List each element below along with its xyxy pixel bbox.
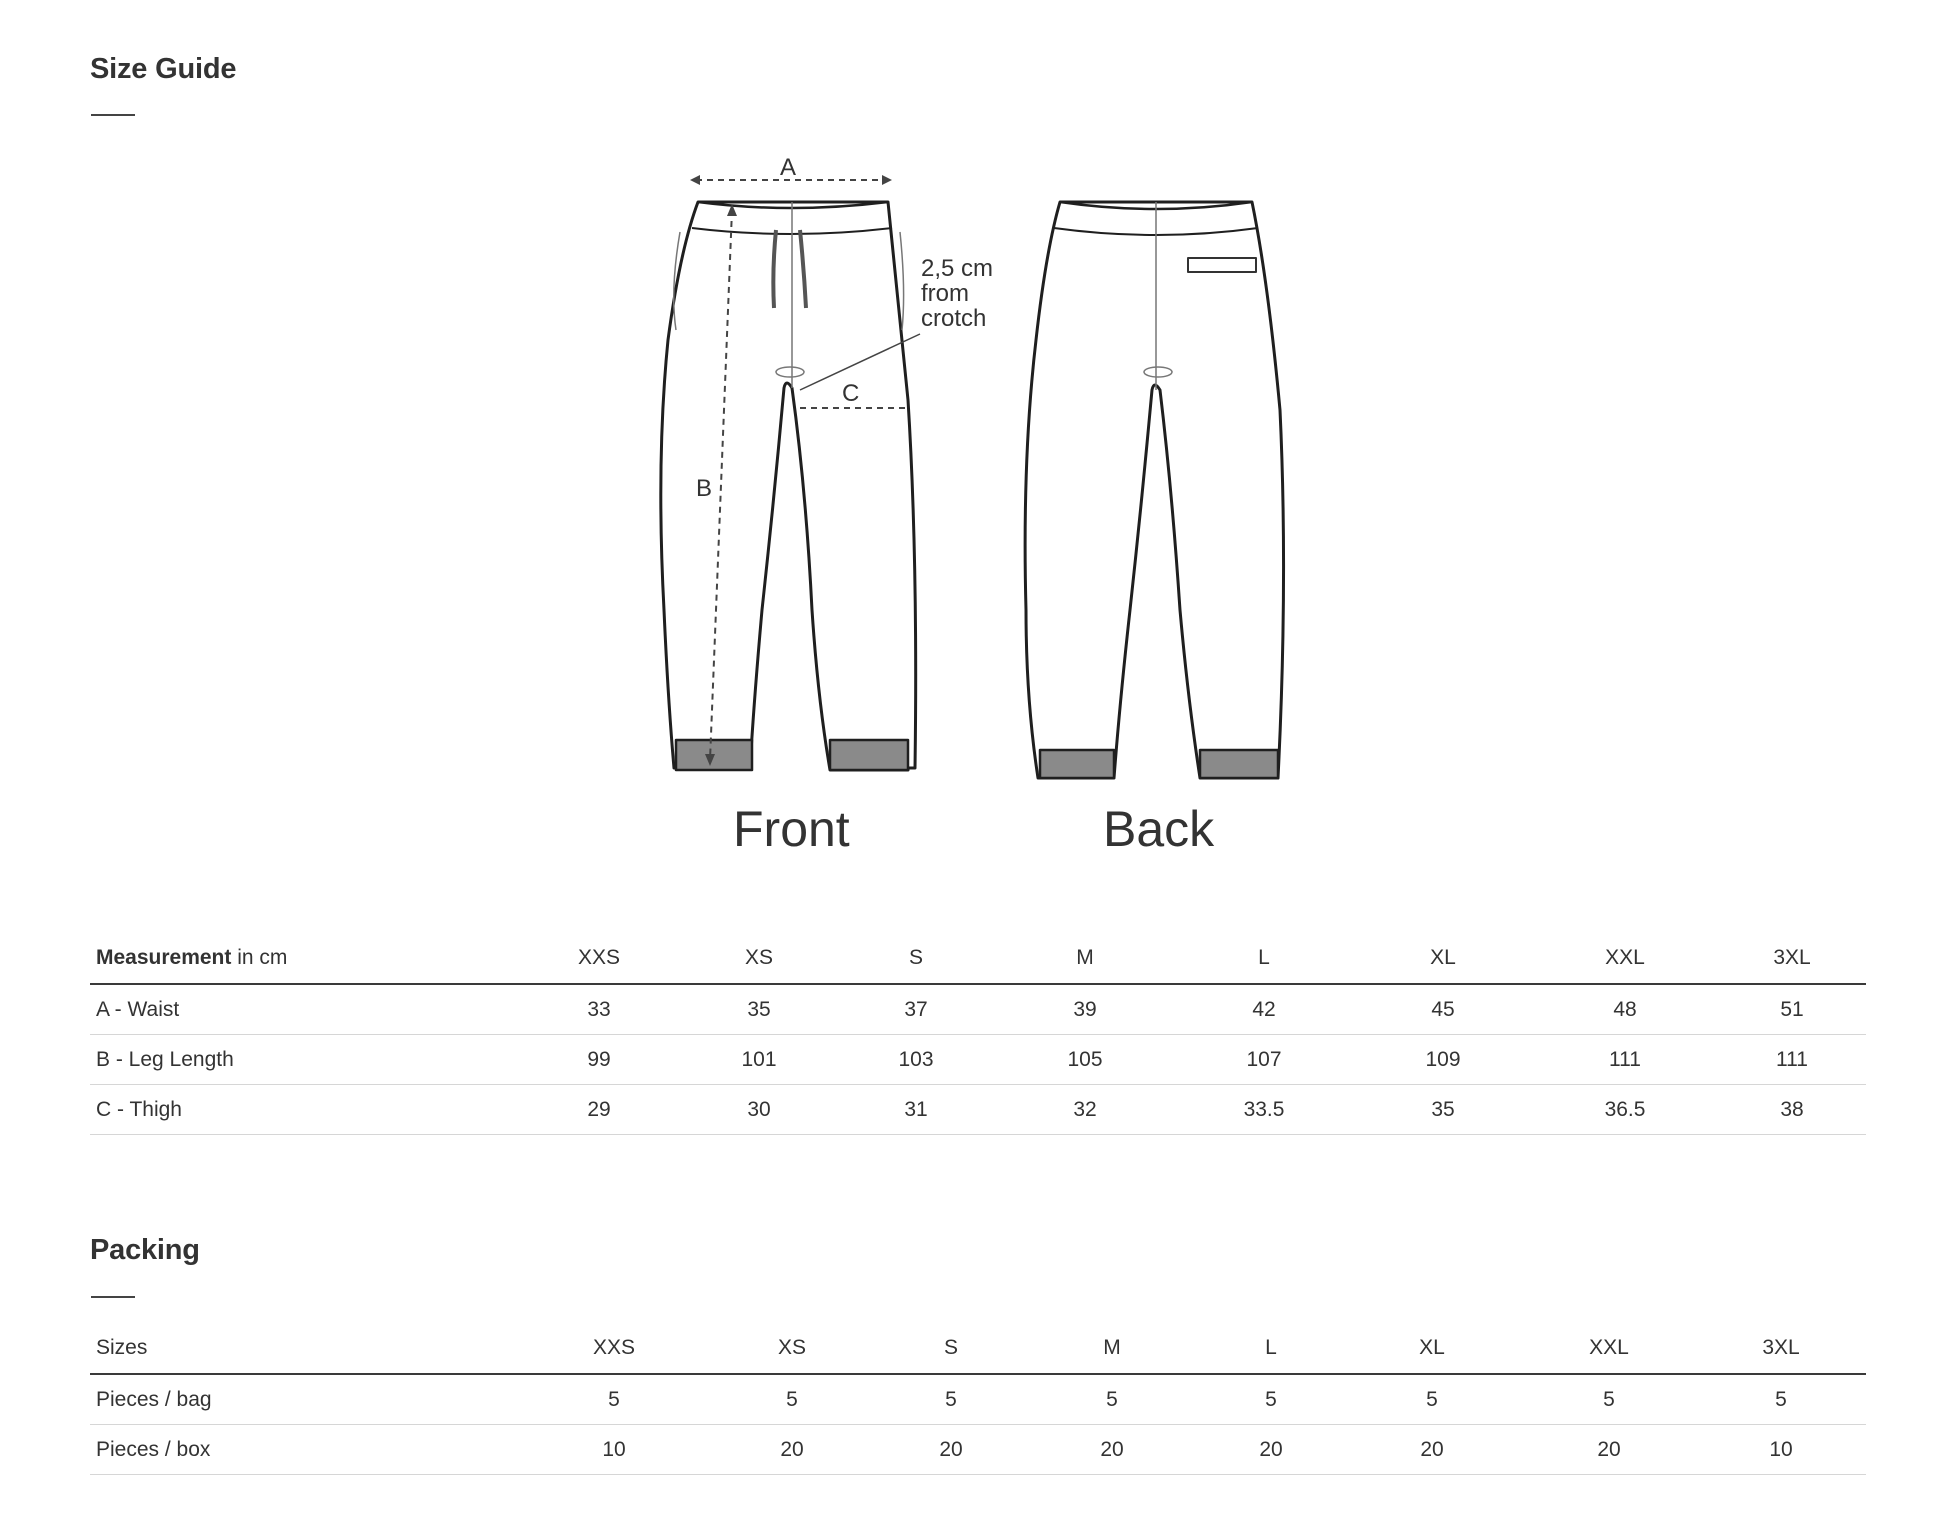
- marker-a: A: [780, 154, 797, 181]
- cell-value: 20: [1024, 1425, 1200, 1475]
- size-header: XXL: [1522, 1323, 1696, 1374]
- cell-value: 33: [516, 984, 682, 1035]
- cell-value: 111: [1718, 1035, 1866, 1085]
- table-row: [90, 1374, 1866, 1425]
- cell-value: 5: [1024, 1374, 1200, 1425]
- measurement-header-unit: in cm: [231, 946, 288, 969]
- table-header-row: [90, 933, 1866, 984]
- marker-c: C: [842, 380, 860, 407]
- cell-value: 45: [1354, 984, 1532, 1035]
- size-header: 3XL: [1718, 933, 1866, 984]
- size-header: XL: [1354, 933, 1532, 984]
- table-row: [90, 1425, 1866, 1475]
- size-header: 3XL: [1696, 1323, 1866, 1374]
- cell-value: 5: [1696, 1374, 1866, 1425]
- table-header-row: [90, 1323, 1866, 1374]
- cell-value: 30: [682, 1085, 836, 1135]
- size-header: XXS: [516, 933, 682, 984]
- cell-value: 39: [996, 984, 1174, 1035]
- sizes-header: Sizes: [90, 1323, 522, 1374]
- cell-value: 48: [1532, 984, 1718, 1035]
- cell-value: 32: [996, 1085, 1174, 1135]
- table-row: [90, 1035, 1866, 1085]
- cell-value: 36.5: [1532, 1085, 1718, 1135]
- back-trousers-drawing: [1025, 202, 1283, 778]
- measurement-table: [90, 933, 1866, 1135]
- packing-table: [90, 1323, 1866, 1475]
- cell-value: 33.5: [1174, 1085, 1354, 1135]
- cell-value: 99: [516, 1035, 682, 1085]
- cell-value: 101: [682, 1035, 836, 1085]
- crotch-note: [921, 256, 993, 331]
- cell-value: 35: [682, 984, 836, 1035]
- note-line: 2,5 cm: [921, 255, 994, 282]
- size-header: XS: [682, 933, 836, 984]
- cell-value: 37: [836, 984, 996, 1035]
- cell-value: 20: [1522, 1425, 1696, 1475]
- packing-title: Packing: [90, 1234, 200, 1266]
- size-header: M: [1024, 1323, 1200, 1374]
- cell-value: 10: [1696, 1425, 1866, 1475]
- cell-value: 38: [1718, 1085, 1866, 1135]
- size-header: M: [996, 933, 1174, 984]
- cell-value: 20: [878, 1425, 1024, 1475]
- cell-value: 105: [996, 1035, 1174, 1085]
- front-label: Front: [733, 801, 850, 857]
- row-label: Pieces / bag: [90, 1374, 522, 1425]
- size-header: L: [1200, 1323, 1342, 1374]
- cell-value: 5: [1522, 1374, 1696, 1425]
- row-label: C - Thigh: [90, 1085, 516, 1135]
- back-label: Back: [1103, 801, 1215, 857]
- cell-value: 35: [1354, 1085, 1532, 1135]
- cell-value: 31: [836, 1085, 996, 1135]
- size-header: S: [878, 1323, 1024, 1374]
- row-label: B - Leg Length: [90, 1035, 516, 1085]
- cell-value: 20: [1342, 1425, 1522, 1475]
- cell-value: 42: [1174, 984, 1354, 1035]
- cell-value: 29: [516, 1085, 682, 1135]
- measurement-header: [90, 933, 516, 984]
- size-guide-rule: [91, 114, 135, 116]
- cell-value: 109: [1354, 1035, 1532, 1085]
- trousers-illustration: [640, 140, 1320, 880]
- table-row: [90, 1085, 1866, 1135]
- row-label: Pieces / box: [90, 1425, 522, 1475]
- row-label: A - Waist: [90, 984, 516, 1035]
- cell-value: 51: [1718, 984, 1866, 1035]
- cell-value: 5: [878, 1374, 1024, 1425]
- cell-value: 5: [522, 1374, 706, 1425]
- trousers-diagram: [640, 140, 1320, 880]
- cell-value: 5: [1342, 1374, 1522, 1425]
- measurement-header-bold: Measurement: [96, 946, 232, 969]
- cell-value: 10: [522, 1425, 706, 1475]
- cell-value: 5: [706, 1374, 878, 1425]
- cell-value: 20: [1200, 1425, 1342, 1475]
- cell-value: 111: [1532, 1035, 1718, 1085]
- cell-value: 103: [836, 1035, 996, 1085]
- size-header: S: [836, 933, 996, 984]
- size-header: XXL: [1532, 933, 1718, 984]
- marker-b: B: [696, 475, 713, 502]
- cell-value: 20: [706, 1425, 878, 1475]
- note-line: from: [921, 280, 969, 307]
- size-header: XXS: [522, 1323, 706, 1374]
- size-header: XL: [1342, 1323, 1522, 1374]
- size-guide-title: Size Guide: [90, 53, 237, 85]
- cell-value: 107: [1174, 1035, 1354, 1085]
- table-row: [90, 984, 1866, 1035]
- size-header: XS: [706, 1323, 878, 1374]
- note-line: crotch: [921, 305, 987, 332]
- packing-rule: [91, 1296, 135, 1298]
- cell-value: 5: [1200, 1374, 1342, 1425]
- size-header: L: [1174, 933, 1354, 984]
